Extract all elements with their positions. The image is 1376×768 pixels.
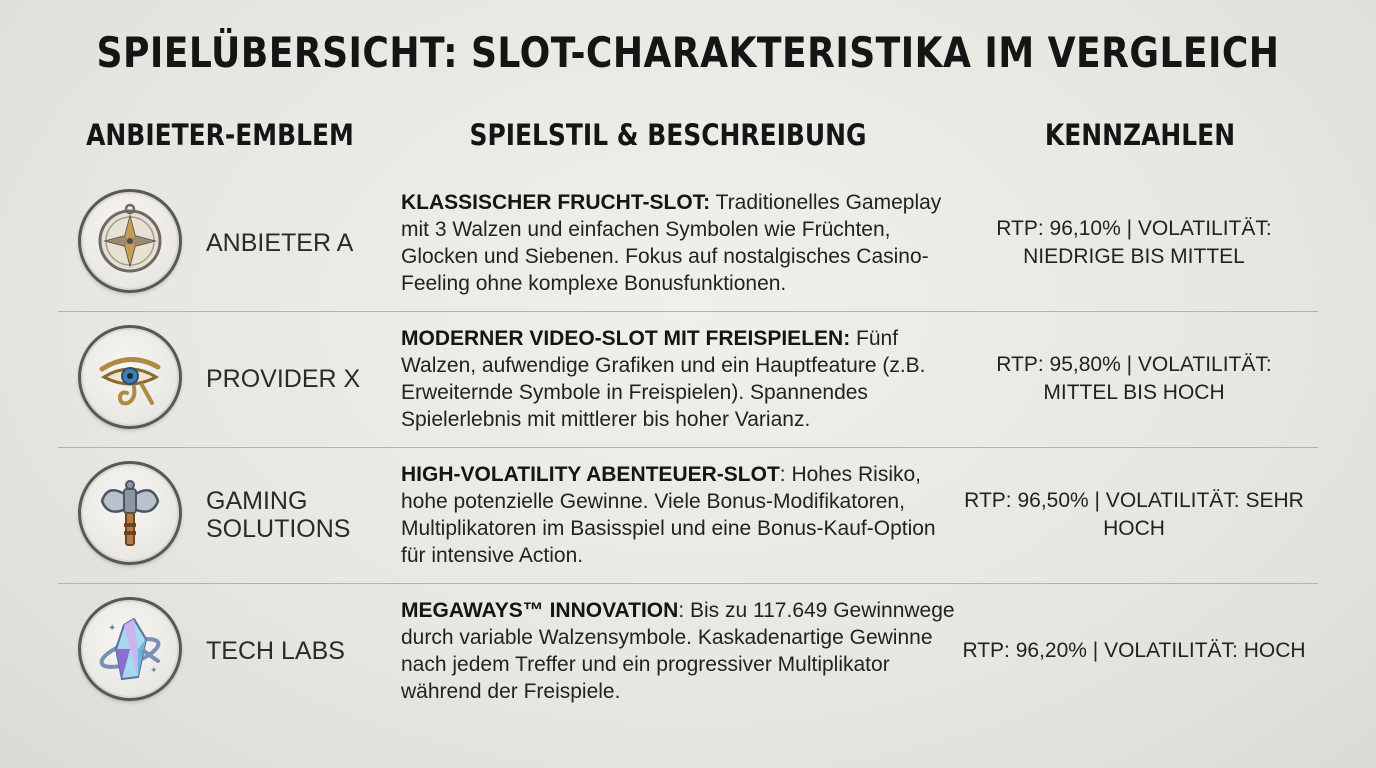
table-row [58,583,1318,719]
page-title: SPIELÜBERSICHT: SLOT-CHARAKTERISTIKA IM VERGLEICH [96,28,1280,77]
provider-emblem [78,597,182,701]
game-metrics: RTP: 96,50% | VOLATILITÄT: SEHR HOCH [964,489,1304,540]
column-header-emblem: ANBIETER-EMBLEM [86,118,354,152]
provider-name: TECH LABS [206,637,345,665]
game-metrics: RTP: 96,10% | VOLATILITÄT: NIEDRIGE BIS MITTEL [996,217,1272,268]
provider-emblem [78,189,182,293]
description-lead: HIGH-VOLATILITY ABENTEUER-SLOT [401,463,780,486]
table-row [58,175,1318,311]
table-row [58,311,1318,447]
game-description [401,461,961,569]
game-description [401,189,961,297]
game-metrics: RTP: 95,80% | VOLATILITÄT: MITTEL BIS HOCH [996,353,1272,404]
description-text: : Bis zu 117.649 Gewinnwege durch variable Walzensymbole. Kaskadenartige Gewinne nach jedem Treffer und ein progressiver Multiplikator während der Freispiele. [401,599,955,703]
column-header-metrics: KENNZAHLEN [1044,118,1236,152]
description-lead: MEGAWAYS™ INNOVATION [401,599,679,622]
provider-name: GAMING SOLUTIONS [206,487,351,543]
column-header-style: SPIELSTIL & BESCHREIBUNG [469,118,867,152]
description-text: : Hohes Risiko, hohe potenzielle Gewinne. Viele Bonus-Modifikatoren, Multiplikatoren im Basisspiel und eine Bonus-Kauf-Option für intensive Action. [401,463,936,567]
description-lead: MODERNER VIDEO-SLOT MIT FREISPIELEN: [401,327,851,350]
game-description [401,325,961,433]
description-lead: KLASSISCHER FRUCHT-SLOT: [401,191,711,214]
description-text: Fünf Walzen, aufwendige Grafiken und ein Hauptfeature (z.B. Erweiternde Symbole in Freispielen). Spannendes Spielerlebnis mit mittlerer bis hoher Varianz. [401,327,926,431]
battle-axe-icon [90,473,170,553]
crystal-orbit-icon [90,609,170,689]
eye-of-horus-icon [90,337,170,417]
provider-emblem [78,325,182,429]
provider-name: PROVIDER X [206,365,361,393]
svg-text:✦: ✦ [108,623,117,634]
provider-name: ANBIETER A [206,229,354,257]
description-text: Traditionelles Gameplay mit 3 Walzen und einfachen Symbolen wie Früchten, Glocken und Siebenen. Fokus auf nostalgisches Casino-Feeling ohne komplexe Bonusfunktionen. [401,191,942,295]
game-description [401,597,961,705]
svg-text:✦: ✦ [150,666,158,676]
game-metrics: RTP: 96,20% | VOLATILITÄT: HOCH [962,639,1306,662]
provider-emblem [78,461,182,565]
table-row [58,447,1318,583]
compass-star-icon [90,201,170,281]
